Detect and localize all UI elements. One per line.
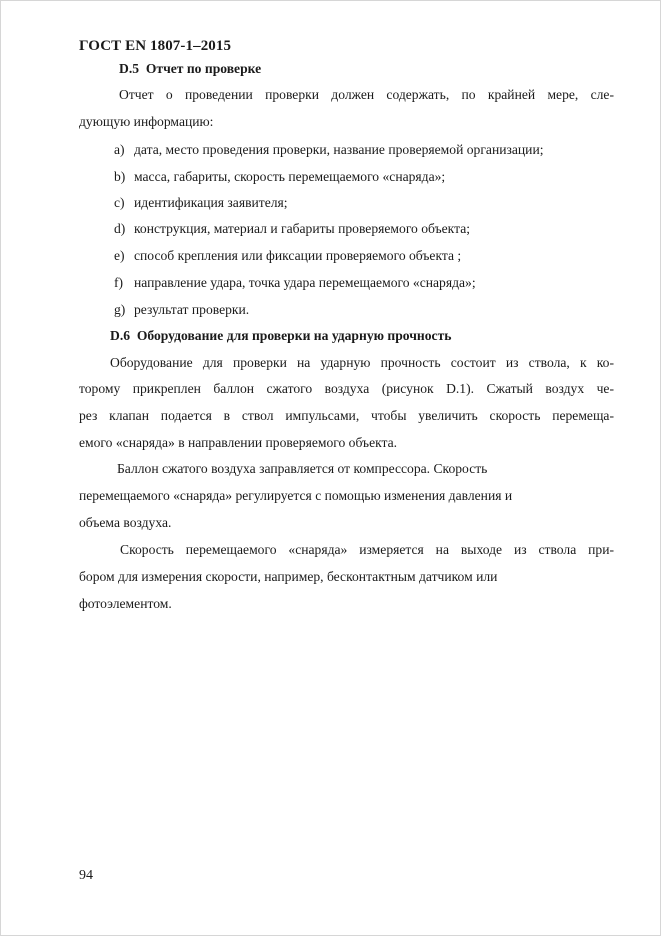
- paragraph-line: торому прикреплен баллон сжатого воздуха (рисунок D.1). Сжатый воздух че-: [79, 381, 614, 396]
- list-item-text: масса, габариты, скорость перемещаемого «снаряда»;: [134, 169, 446, 184]
- paragraph-line: Оборудование для проверки на ударную прочность состоит из ствола, к ко-: [110, 355, 614, 370]
- section-d5-title: Отчет по проверке: [145, 61, 262, 76]
- list-item: [114, 143, 544, 157]
- list-marker: d): [114, 221, 126, 236]
- list-item: [114, 249, 461, 263]
- list-marker: е): [114, 248, 125, 263]
- list-marker: f): [114, 275, 124, 290]
- list-marker: g): [114, 302, 126, 317]
- section-d6-number: D.6: [110, 328, 131, 343]
- document-header: ГОСТ EN 1807-1–2015: [79, 38, 232, 54]
- list-item-text: идентификация заявителя;: [134, 195, 288, 210]
- list-item: [114, 196, 288, 210]
- paragraph-line: рез клапан подается в ствол импульсами, чтобы увеличить скорость перемеща-: [79, 408, 614, 423]
- section-d5-intro-line-1: Отчет о проведении проверки должен содержать, по крайней мере, сле-: [119, 87, 614, 102]
- list-item-text: дата, место проведения проверки, название проверяемой организации;: [134, 142, 544, 157]
- paragraph-line: емого «снаряда» в направлении проверяемого объекта.: [79, 435, 398, 450]
- section-d6-heading: [110, 329, 451, 343]
- paragraph-line: фотоэлементом.: [79, 596, 172, 611]
- list-item-text: результат проверки.: [134, 302, 250, 317]
- paragraph-line: бором для измерения скорости, например, бесконтактным датчиком или: [79, 569, 498, 584]
- list-item: [114, 170, 445, 184]
- section-d6-title: Оборудование для проверки на ударную прочность: [136, 328, 452, 343]
- list-item: [114, 276, 476, 290]
- list-item-text: направление удара, точка удара перемещаемого «снаряда»;: [134, 275, 476, 290]
- paragraph-line: Баллон сжатого воздуха заправляется от компрессора. Скорость: [117, 461, 488, 476]
- list-marker: b): [114, 169, 126, 184]
- paragraph-line: перемещаемого «снаряда» регулируется с помощью изменения давления и: [79, 488, 513, 503]
- list-item: [114, 222, 470, 236]
- list-marker: с): [114, 195, 125, 210]
- list-marker: а): [114, 142, 125, 157]
- section-d5-heading: [119, 62, 261, 76]
- list-item-text: способ крепления или фиксации проверяемого объекта ;: [134, 248, 462, 263]
- page-number: 94: [79, 868, 93, 883]
- section-d5-intro-line-2: дующую информацию:: [79, 114, 214, 129]
- paragraph-line: Скорость перемещаемого «снаряда» измеряется на выходе из ствола при-: [120, 542, 614, 557]
- section-d5-number: D.5: [119, 61, 140, 76]
- paragraph-line: объема воздуха.: [79, 515, 172, 530]
- list-item-text: конструкция, материал и габариты проверяемого объекта;: [134, 221, 471, 236]
- list-item: [114, 303, 249, 317]
